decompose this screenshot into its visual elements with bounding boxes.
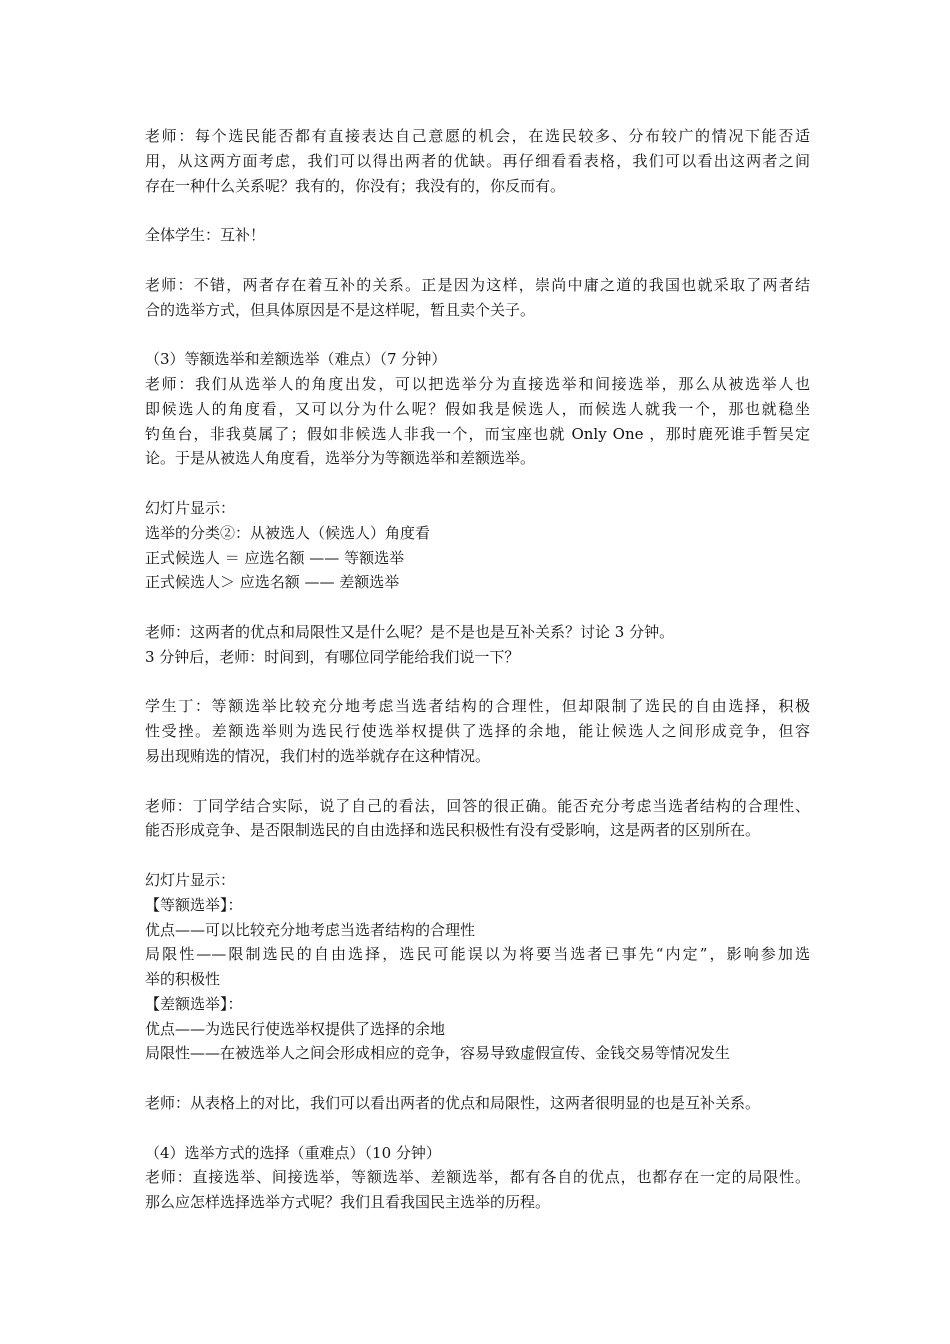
- document-body: [145, 124, 810, 1215]
- text-line: 易出现贿选的情况，我们村的选举就存在这种情况。: [145, 746, 491, 765]
- section-heading: （4）选举方式的选择（重难点）（10 分钟）: [145, 1143, 441, 1162]
- text-line: 能否形成竞争、是否限制选民的自由选择和选民积极性有没有受影响，这是两者的区别所在。: [145, 821, 761, 840]
- slide-label: 幻灯片显示：: [145, 498, 236, 517]
- text-line: 性受挫。差额选举则为选民行使选举权提供了选择的余地，能让候选人之间形成竞争，但容: [145, 722, 810, 741]
- text-line: 优点——为选民行使选举权提供了选择的余地: [145, 1019, 446, 1038]
- text-line: 【差额选举】：: [145, 994, 243, 1013]
- text-line: 那么应怎样选择选举方式呢？我们且看我国民主选举的历程。: [145, 1193, 551, 1212]
- text-line: 老师：每个选民能否都有直接表达自己意愿的机会，在选民较多、分布较广的情况下能否适: [145, 127, 810, 145]
- text-line: 即候选人的角度看，又可以分为什么呢？假如我是候选人，而候选人就我一个，那也就稳坐: [145, 399, 810, 418]
- text-line: 用，从这两方面考虑，我们可以得出两者的优缺。再仔细看看表格，我们可以看出这两者之间: [145, 151, 810, 170]
- slide-pros-cons: [145, 868, 810, 1066]
- paragraph-teacher-intro: [145, 124, 810, 198]
- text-line: 论。于是从被选人角度看，选举分为等额选举和差额选举。: [145, 449, 536, 468]
- section-heading: （3）等额选举和差额选举（难点）（7 分钟）: [145, 350, 447, 369]
- text-line: 老师：丁同学结合实际，说了自己的看法，回答的很正确。能否充分考虑当选者结构的合理性、: [145, 796, 810, 815]
- text-line: 3 分钟后，老师：时间到，有哪位同学能给我们说一下？: [145, 647, 520, 666]
- paragraph-student-ding: [145, 694, 810, 768]
- paragraph-discussion: [145, 620, 810, 670]
- text-line: 正式候选人＞ 应选名额 —— 差额选举: [145, 573, 400, 592]
- text-line: 【等额选举】：: [145, 895, 243, 914]
- text-line: 存在一种什么关系呢？我有的，你没有；我没有的，你反而有。: [145, 176, 566, 195]
- text-line: 全体学生：互补！: [145, 226, 266, 245]
- section-3-equal-vs-differential: [145, 347, 810, 471]
- paragraph-teacher-feedback: [145, 794, 810, 844]
- text-line: 选举的分类②：从被选人（候选人）角度看: [145, 523, 431, 542]
- text-line: 老师：不错，两者存在着互补的关系。正是因为这样，崇尚中庸之道的我国也就采取了两者结: [145, 275, 810, 294]
- text-line: 老师：从表格上的对比，我们可以看出两者的优点和局限性，这两者很明显的也是互补关系。: [145, 1094, 761, 1113]
- paragraph-teacher-summary: [145, 1091, 810, 1116]
- paragraph-students-reply: [145, 223, 810, 248]
- text-line: 局限性——限制选民的自由选择，选民可能误以为将要当选者已事先“内定”，影响参加选: [145, 945, 810, 964]
- paragraph-teacher-complement: [145, 273, 810, 323]
- text-line: 合的选举方式，但具体原因是不是这样呢，暂且卖个关子。: [145, 300, 536, 319]
- text-line: 老师：直接选举、间接选举，等额选举、差额选举，都有各自的优点，也都存在一定的局限性。: [145, 1168, 810, 1187]
- text-line: 学生丁：等额选举比较充分地考虑当选者结构的合理性，但却限制了选民的自由选择，积极: [145, 697, 810, 716]
- text-line: 优点——可以比较充分地考虑当选者结构的合理性: [145, 920, 476, 939]
- text-line: 老师：这两者的优点和局限性又是什么呢？是不是也是互补关系？讨论 3 分钟。: [145, 622, 675, 641]
- text-line: 老师：我们从选举人的角度出发，可以把选举分为直接选举和间接选举，那么从被选举人也: [145, 374, 810, 393]
- text-line: 举的积极性: [145, 970, 221, 989]
- section-4-choice-of-method: [145, 1141, 810, 1215]
- text-line: 钓鱼台，非我莫属了；假如非候选人非我一个，而宝座也就 Only One ，那时鹿死谁手暂吴定: [145, 424, 810, 443]
- text-line: 正式候选人 ＝ 应选名额 —— 等额选举: [145, 548, 405, 567]
- text-line: 局限性——在被选举人之间会形成相应的竞争，容易导致虚假宣传、金钱交易等情况发生: [145, 1044, 731, 1063]
- slide-label: 幻灯片显示：: [145, 870, 236, 889]
- slide-classification: [145, 496, 810, 595]
